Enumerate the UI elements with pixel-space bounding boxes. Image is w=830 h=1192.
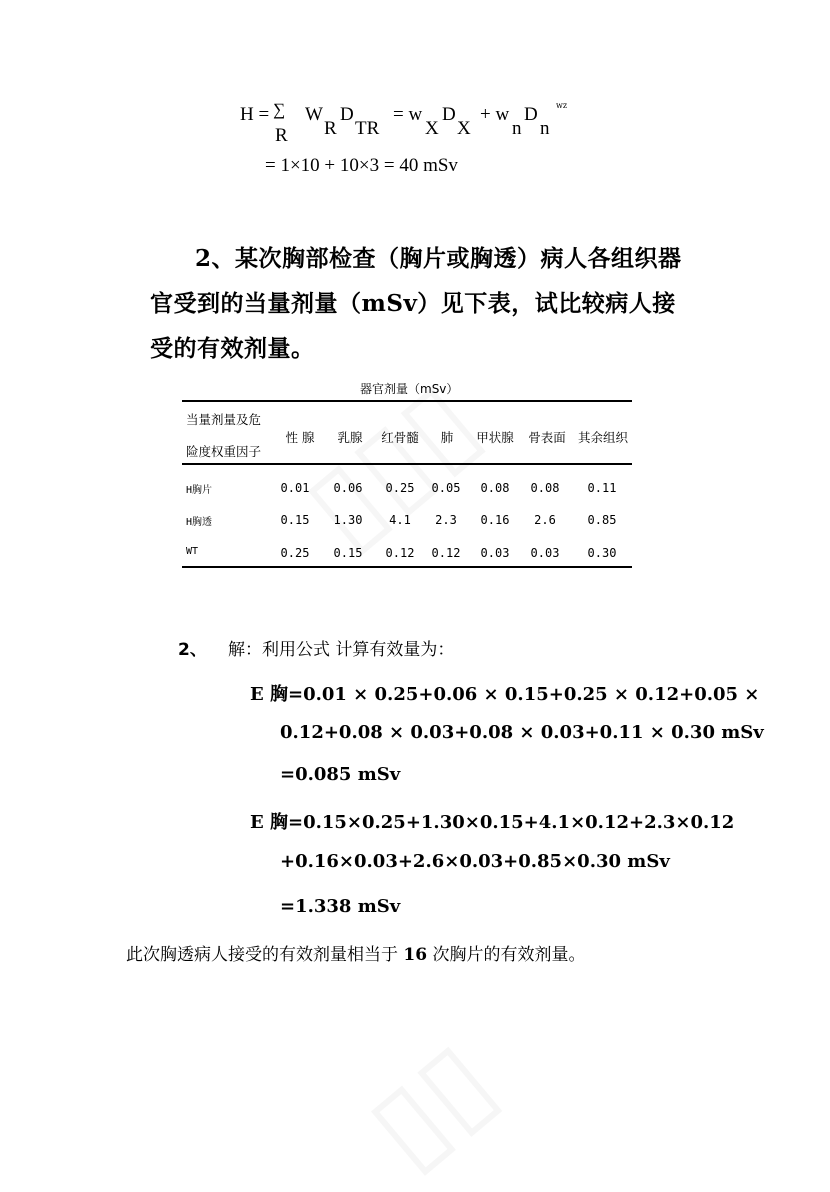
table-cell: 0.03 bbox=[530, 546, 560, 560]
table-cell: 0.05 bbox=[431, 481, 461, 495]
table-cell: 1.30 bbox=[333, 513, 363, 527]
table-cell: 0.08 bbox=[530, 481, 560, 495]
w-subscript: R bbox=[324, 118, 337, 139]
row-label: WT bbox=[186, 546, 199, 557]
d3-symbol: D bbox=[524, 104, 538, 125]
conclusion-number: 16 bbox=[403, 945, 428, 965]
column-header: 骨表面 bbox=[528, 430, 566, 445]
table-cell: 0.15 bbox=[280, 513, 310, 527]
x-subscript-2: X bbox=[457, 118, 471, 139]
table-top-rule bbox=[182, 400, 632, 402]
table-cell: 0.16 bbox=[480, 513, 510, 527]
n-subscript-2: n bbox=[540, 118, 550, 139]
n-subscript: n bbox=[512, 118, 522, 139]
e1-line-3: =0.085 mSv bbox=[280, 764, 401, 785]
d-subscript: TR bbox=[355, 118, 380, 139]
table-caption: 器官剂量（mSv） bbox=[360, 382, 459, 396]
eq-w: = w bbox=[393, 104, 423, 125]
e2-line-3: =1.338 mSv bbox=[280, 896, 401, 917]
table-cell: 2.6 bbox=[534, 513, 556, 527]
table-cell: 4.1 bbox=[389, 513, 411, 527]
row-header-line-1: 当量剂量及危 bbox=[186, 412, 262, 427]
table-cell: 0.25 bbox=[385, 481, 415, 495]
question-line-2: 官受到的当量剂量（mSv）见下表，试比较病人接 bbox=[150, 290, 676, 317]
table-cell: 0.03 bbox=[480, 546, 510, 560]
table-cell: 0.06 bbox=[333, 481, 363, 495]
column-header: 性 腺 bbox=[285, 430, 315, 445]
table-cell: 0.30 bbox=[587, 546, 617, 560]
watermark-bottom bbox=[343, 1016, 518, 1192]
table-cell: 0.15 bbox=[333, 546, 363, 560]
row-label: H胸片 bbox=[186, 485, 213, 496]
conclusion-after: 次胸片的有效剂量。 bbox=[427, 945, 586, 965]
row-label: H胸透 bbox=[186, 517, 213, 528]
table-cell: 0.01 bbox=[280, 481, 310, 495]
formula-lhs: H = bbox=[240, 104, 270, 125]
x-subscript: X bbox=[425, 118, 439, 139]
question-line-1: 2、某次胸部检查（胸片或胸透）病人各组织器 bbox=[195, 245, 682, 272]
w-symbol: W bbox=[305, 104, 323, 125]
question-line-3: 受的有效剂量。 bbox=[150, 335, 315, 362]
formula-line2: = 1×10 + 10×3 = 40 mSv bbox=[265, 155, 458, 176]
e2-line-2: +0.16×0.03+2.6×0.03+0.85×0.30 mSv bbox=[280, 851, 670, 872]
row-header-line-2: 险度权重因子 bbox=[186, 444, 262, 459]
column-header: 其余组织 bbox=[577, 430, 628, 445]
table-cell: 0.12 bbox=[431, 546, 461, 560]
wz-superscript: wz bbox=[556, 101, 568, 110]
table-cell: 2.3 bbox=[435, 513, 457, 527]
e2-line-1: E 胸=0.15×0.25+1.30×0.15+4.1×0.12+2.3×0.12 bbox=[250, 812, 735, 833]
table-cell: 0.12 bbox=[385, 546, 415, 560]
table-bottom-rule bbox=[182, 566, 632, 568]
solution-number: 2、 bbox=[178, 640, 207, 660]
table-header-rule bbox=[182, 463, 632, 465]
table-cell: 0.85 bbox=[587, 513, 617, 527]
d-symbol: D bbox=[340, 104, 354, 125]
e1-line-1: E 胸=0.01 × 0.25+0.06 × 0.15+0.25 × 0.12+0.05 × bbox=[250, 684, 760, 705]
d2-symbol: D bbox=[442, 104, 456, 125]
sum-symbol: ∑ bbox=[273, 100, 286, 119]
column-header: 乳腺 bbox=[337, 430, 363, 445]
e1-line-2: 0.12+0.08 × 0.03+0.08 × 0.03+0.11 × 0.30 mSv bbox=[280, 722, 764, 743]
conclusion-before: 此次胸透病人接受的有效剂量相当于 bbox=[126, 945, 404, 965]
column-header: 红骨髓 bbox=[381, 430, 419, 445]
sum-subscript: R bbox=[275, 125, 288, 146]
solution-intro: 解：利用公式 计算有效量为： bbox=[228, 640, 455, 660]
table-cell: 0.11 bbox=[587, 481, 617, 495]
table-cell: 0.08 bbox=[480, 481, 510, 495]
column-header: 甲状腺 bbox=[476, 430, 514, 445]
table-cell: 0.25 bbox=[280, 546, 310, 560]
conclusion bbox=[126, 940, 585, 965]
plus-w: + w bbox=[480, 104, 510, 125]
column-header: 肺 bbox=[440, 430, 454, 445]
